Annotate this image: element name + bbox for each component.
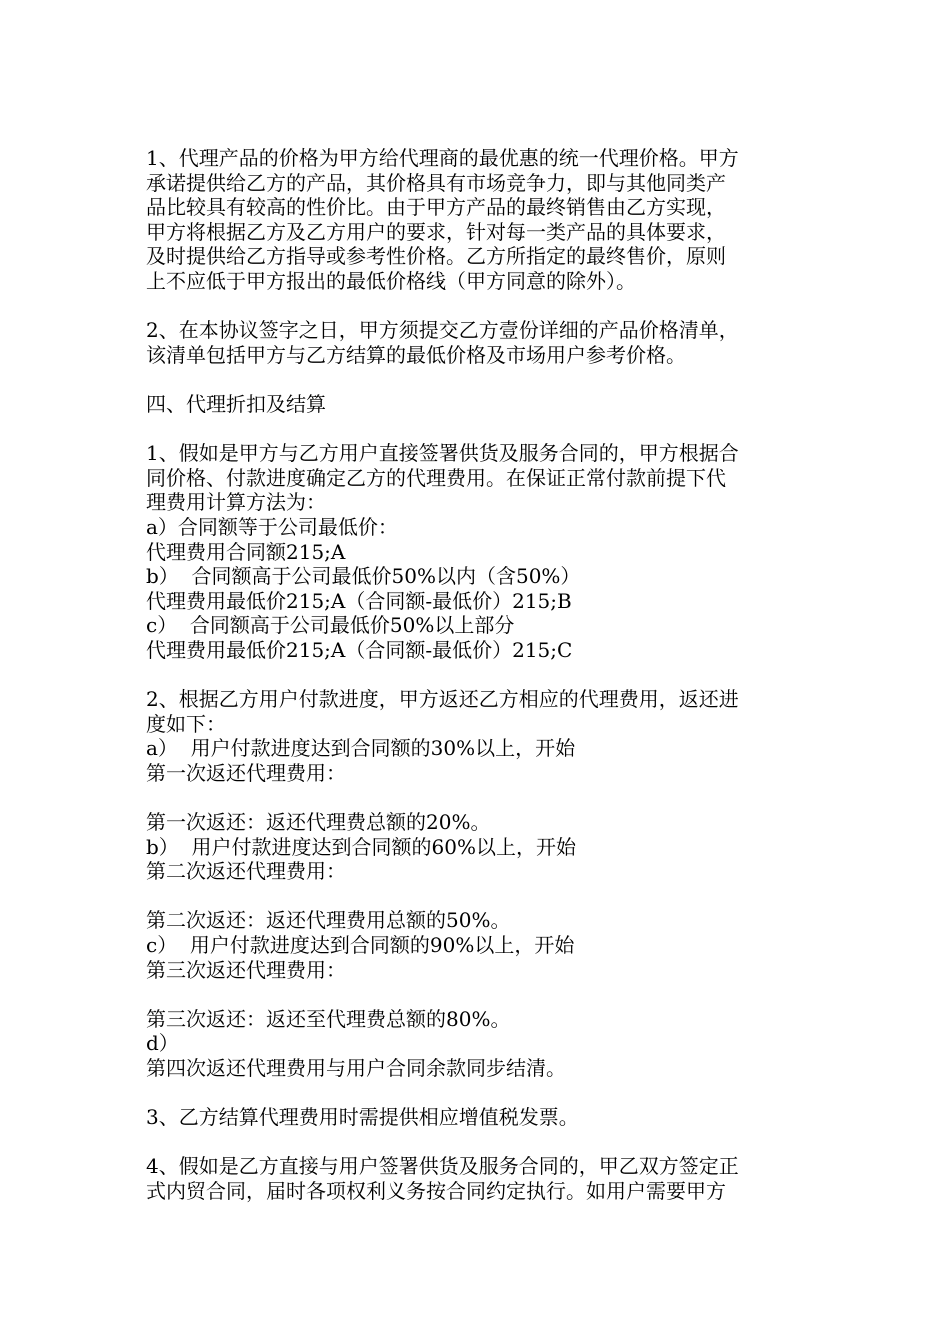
text-line: d） — [146, 1031, 179, 1056]
text-line: b） 用户付款进度达到合同额的60%以上，开始 — [146, 834, 576, 859]
text-line: 3、乙方结算代理费用时需提供相应增值税发票。 — [146, 1105, 579, 1130]
text-line: 代理费用最低价215;A（合同额-最低价）215;B — [146, 588, 572, 613]
text-line: c） 用户付款进度达到合同额的90%以上，开始 — [146, 933, 575, 957]
text-line: 第二次返还代理费用： — [146, 859, 346, 884]
text-line: 理费用计算方法为： — [146, 490, 326, 515]
text-line: a） 用户付款进度达到合同额的30%以上，开始 — [146, 736, 576, 761]
paragraph — [146, 1105, 814, 1130]
text-line: 第一次返还：返还代理费总额的20%。 — [146, 810, 491, 835]
text-line: b） 合同额高于公司最低价50%以内（含50%） — [146, 564, 581, 589]
text-line: 代理费用合同额215;A — [146, 539, 346, 564]
blank-line — [146, 982, 814, 1007]
text-line: 四、代理折扣及结算 — [146, 391, 326, 416]
text-line: c） 合同额高于公司最低价50%以上部分 — [146, 613, 515, 638]
text-line: 2、在本协议签字之日，甲方须提交乙方壹份详细的产品价格清单， — [146, 318, 739, 343]
text-line: 同价格、付款进度确定乙方的代理费用。在保证正常付款前提下代 — [146, 465, 726, 490]
text-line: 上不应低于甲方报出的最低价格线（甲方同意的除外）。 — [146, 268, 636, 293]
paragraph — [146, 146, 814, 294]
text-line: 式内贸合同，届时各项权利义务按合同约定执行。如用户需要甲方 — [146, 1178, 726, 1203]
text-line: 度如下： — [146, 711, 226, 736]
text-line: 2、根据乙方用户付款进度，甲方返还乙方相应的代理费用，返还进 — [146, 687, 739, 712]
text-line: 代理费用最低价215;A（合同额-最低价）215;C — [146, 637, 573, 662]
text-line: 第三次返还代理费用： — [146, 957, 346, 982]
text-line: 第四次返还代理费用与用户合同余款同步结清。 — [146, 1055, 566, 1080]
text-line: a）合同额等于公司最低价： — [146, 514, 398, 539]
blank-line — [146, 884, 814, 909]
text-line: 1、假如是甲方与乙方用户直接签署供货及服务合同的，甲方根据合 — [146, 441, 739, 466]
text-line: 第二次返还：返还代理费用总额的50%。 — [146, 908, 511, 933]
text-line: 第三次返还：返还至代理费总额的80%。 — [146, 1006, 511, 1031]
paragraph — [146, 441, 814, 662]
text-line: 及时提供给乙方指导或参考性价格。乙方所指定的最终售价，原则 — [146, 244, 726, 269]
text-line: 该清单包括甲方与乙方结算的最低价格及市场用户参考价格。 — [146, 342, 686, 367]
text-line: 品比较具有较高的性价比。由于甲方产品的最终销售由乙方实现， — [146, 195, 726, 220]
paragraph — [146, 1154, 814, 1203]
document-page — [146, 146, 814, 1228]
text-line: 1、代理产品的价格为甲方给代理商的最优惠的统一代理价格。甲方 — [146, 146, 739, 170]
text-line: 承诺提供给乙方的产品，其价格具有市场竞争力，即与其他同类产 — [146, 170, 726, 195]
paragraph — [146, 318, 814, 367]
text-line: 4、假如是乙方直接与用户签署供货及服务合同的，甲乙双方签定正 — [146, 1154, 739, 1179]
section-heading — [146, 392, 814, 417]
text-line: 第一次返还代理费用： — [146, 760, 346, 785]
paragraph — [146, 687, 814, 1081]
text-line: 甲方将根据乙方及乙方用户的要求，针对每一类产品的具体要求， — [146, 219, 726, 244]
blank-line — [146, 785, 814, 810]
